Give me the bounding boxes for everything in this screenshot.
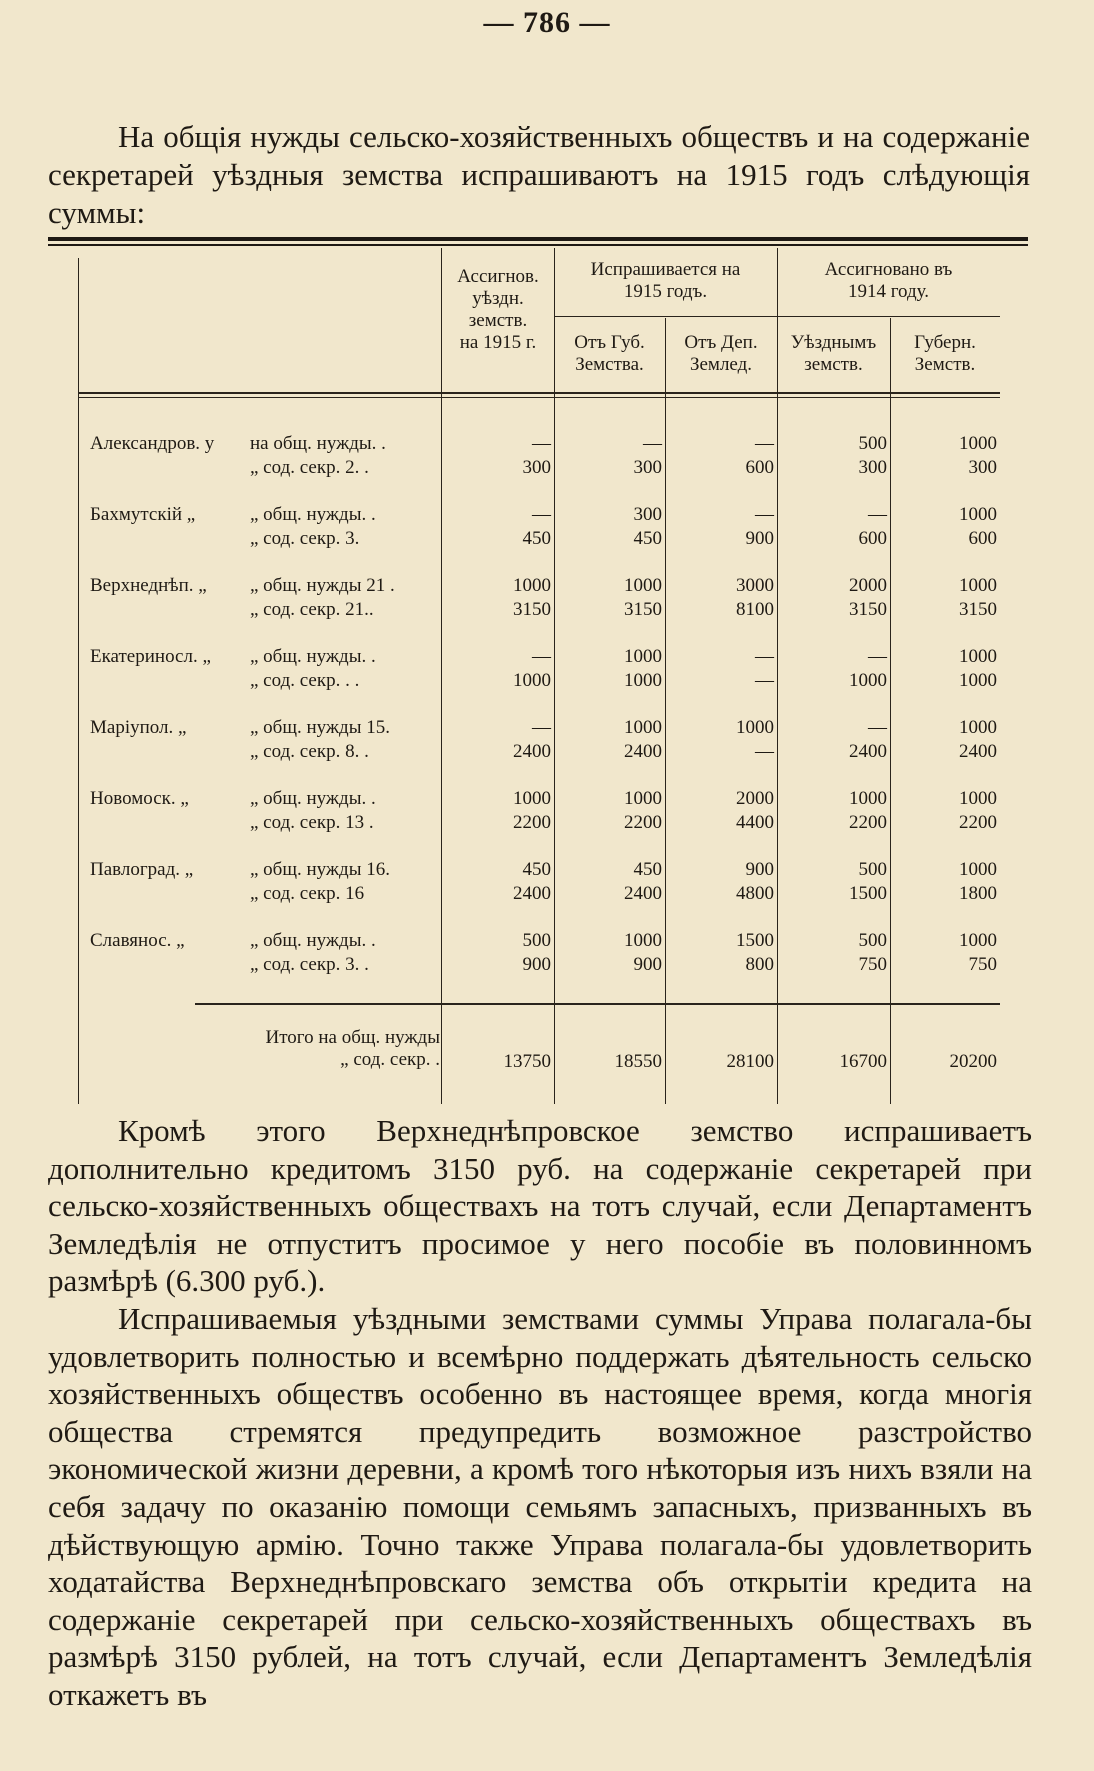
value-cell: — [868,646,887,667]
value-cell: 1500 [849,883,887,904]
value-cell: 1000 [959,859,997,880]
value-cell: 1800 [959,883,997,904]
value-cell: 1000 [513,788,551,809]
total-rule [195,1003,1000,1005]
value-cell: 1000 [624,930,662,951]
paragraph: Испрашиваемыя уѣздными земствами суммы Управа полагала-бы удовлетворить полностью и всемѣрно поддержать дѣятельность сельско хозяйственныхъ обществъ особенно въ настоящее время, когда многія общества стремятся предупредить возможное разстройство экономической жизни деревни, а кромѣ того нѣкоторыя изъ нихъ взяли на себя задачу по оказанію помощи семьямъ запасныхъ, призванныхъ въ дѣйствующую армію. Точно также Управа полагала-бы удовлетворить ходатайства Верхнеднѣпровскаго земства объ открытіи кредита на содержаніе секретарей при сельско-хозяйственныхъ обществахъ въ размѣрѣ 3150 рублей, на тотъ случай, если Департаментъ Земледѣлія откажетъ въ [48,1300,1032,1712]
item-cell: „ сод. секр. 3. [250,528,360,549]
header-gubern: Губерн. Земств. [914,332,976,375]
value-cell: 1000 [624,670,662,691]
total-label: Итого на общ. нужды „ сод. секр. . [265,1027,440,1070]
total-cell: 28100 [726,1051,774,1072]
body-text [48,1112,1032,1714]
value-cell: 1000 [849,788,887,809]
value-cell: 4400 [736,812,774,833]
value-cell: 1000 [959,717,997,738]
value-cell: 600 [968,528,997,549]
value-cell: 500 [858,930,887,951]
value-cell: — [532,646,551,667]
item-cell: „ сод. секр. 16 [250,883,365,904]
column-divider [890,318,891,1104]
value-cell: — [755,670,774,691]
district-cell: Александров. у [90,433,215,454]
value-cell: 1000 [959,930,997,951]
value-cell: 3150 [849,599,887,620]
value-cell: 4800 [736,883,774,904]
value-cell: 2000 [736,788,774,809]
value-cell: — [755,504,774,525]
total-cell: 18550 [614,1051,662,1072]
header-subdivider [554,316,1000,317]
value-cell: 3150 [513,599,551,620]
column-divider [554,248,555,1104]
district-cell: Павлоград. „ [90,859,194,880]
value-cell: 2200 [624,812,662,833]
item-cell: „ общ. нужды 21 . [250,575,395,596]
value-cell: 1000 [624,575,662,596]
column-divider [665,318,666,1104]
value-cell: 2000 [849,575,887,596]
value-cell: 1000 [736,717,774,738]
value-cell: 1000 [959,670,997,691]
value-cell: 1500 [736,930,774,951]
item-cell: „ сод. секр. . . [250,670,360,691]
value-cell: 2200 [959,812,997,833]
item-cell: „ сод. секр. 2. . [250,457,369,478]
item-cell: „ сод. секр. 13 . [250,812,374,833]
value-cell: 1000 [624,646,662,667]
header-from-dep: Отъ Деп. Землед. [684,332,758,375]
value-cell: 1000 [513,575,551,596]
value-cell: — [532,717,551,738]
paragraph: Кромѣ этого Верхнеднѣпровское земство испрашиваетъ дополнительно кредитомъ 3150 руб. на содержаніе секретарей при сельско-хозяйственныхъ обществахъ на тотъ случай, если Департаментъ Земледѣлія не отпуститъ просимое у него пособіе въ половинномъ размѣрѣ (6.300 руб.). [48,1113,1032,1299]
value-cell: 500 [858,433,887,454]
value-cell: 3150 [959,599,997,620]
value-cell: 8100 [736,599,774,620]
page-number: — 786 — [483,6,611,39]
total-cell: 13750 [503,1051,551,1072]
value-cell: 1000 [959,433,997,454]
value-cell: 2400 [624,883,662,904]
value-cell: 750 [968,954,997,975]
value-cell: 1000 [513,670,551,691]
district-cell: Верхнеднѣп. „ [90,575,207,596]
district-cell: Маріупол. „ [90,717,187,738]
value-cell: 900 [522,954,551,975]
value-cell: — [755,433,774,454]
header-assigned-1914: Ассигновано въ 1914 году. [824,259,953,302]
total-cell: 20200 [949,1051,997,1072]
district-cell: Славянос. „ [90,930,185,951]
value-cell: 900 [633,954,662,975]
total-cell: 16700 [839,1051,887,1072]
value-cell: 600 [858,528,887,549]
value-cell: 300 [858,457,887,478]
value-cell: 2400 [513,741,551,762]
value-cell: — [755,646,774,667]
value-cell: 500 [522,930,551,951]
item-cell: „ сод. секр. 3. . [250,954,369,975]
value-cell: 450 [633,528,662,549]
value-cell: 2400 [513,883,551,904]
value-cell: 2400 [959,741,997,762]
value-cell: 900 [745,859,774,880]
column-divider [441,248,442,1104]
item-cell: „ общ. нужды. . [250,504,376,525]
value-cell: — [532,504,551,525]
value-cell: — [868,504,887,525]
header-assigned-1915: Ассигнов. уѣздн. земств. на 1915 г. [457,266,539,353]
item-cell: на общ. нужды. . [250,433,386,454]
header-uezd: Уѣзднымъ земств. [790,332,877,375]
value-cell: 1000 [959,646,997,667]
value-cell: — [643,433,662,454]
header-bottom-rule [78,392,1000,394]
item-cell: „ сод. секр. 21.. [250,599,374,620]
value-cell: 500 [858,859,887,880]
value-cell: 3150 [624,599,662,620]
value-cell: 1000 [959,504,997,525]
value-cell: 2200 [849,812,887,833]
value-cell: 450 [522,528,551,549]
item-cell: „ общ. нужды. . [250,788,376,809]
value-cell: — [868,717,887,738]
value-cell: 2400 [849,741,887,762]
header-bottom-rule-thin [78,397,1000,398]
column-divider [777,248,778,1104]
item-cell: „ общ. нужды. . [250,646,376,667]
header-from-gub: Отъ Губ. Земства. [574,332,645,375]
value-cell: — [532,433,551,454]
value-cell: 1000 [959,788,997,809]
value-cell: 300 [633,504,662,525]
value-cell: 450 [633,859,662,880]
value-cell: 800 [745,954,774,975]
value-cell: 300 [968,457,997,478]
value-cell: 3000 [736,575,774,596]
value-cell: 1000 [849,670,887,691]
intro-text: На общія нужды сельско-хозяйственныхъ обществъ и на содержаніе секретарей уѣздныя земства испрашиваютъ на 1915 годъ слѣдующія суммы: [48,119,1030,230]
item-cell: „ сод. секр. 8. . [250,741,369,762]
value-cell: — [755,741,774,762]
value-cell: 2200 [513,812,551,833]
value-cell: 300 [633,457,662,478]
value-cell: 600 [745,457,774,478]
item-cell: „ общ. нужды 15. [250,717,390,738]
value-cell: 1000 [959,575,997,596]
value-cell: 1000 [624,717,662,738]
value-cell: 450 [522,859,551,880]
value-cell: 900 [745,528,774,549]
district-cell: Новомоск. „ [90,788,189,809]
value-cell: 2400 [624,741,662,762]
header-requested-1915: Испрашивается на 1915 годъ. [590,259,741,302]
district-cell: Бахмутскій „ [90,504,196,525]
value-cell: 1000 [624,788,662,809]
table-left-border [78,258,79,1104]
item-cell: „ общ. нужды. . [250,930,376,951]
district-cell: Екатериносл. „ [90,646,211,667]
value-cell: 750 [858,954,887,975]
item-cell: „ общ. нужды 16. [250,859,390,880]
value-cell: 300 [522,457,551,478]
